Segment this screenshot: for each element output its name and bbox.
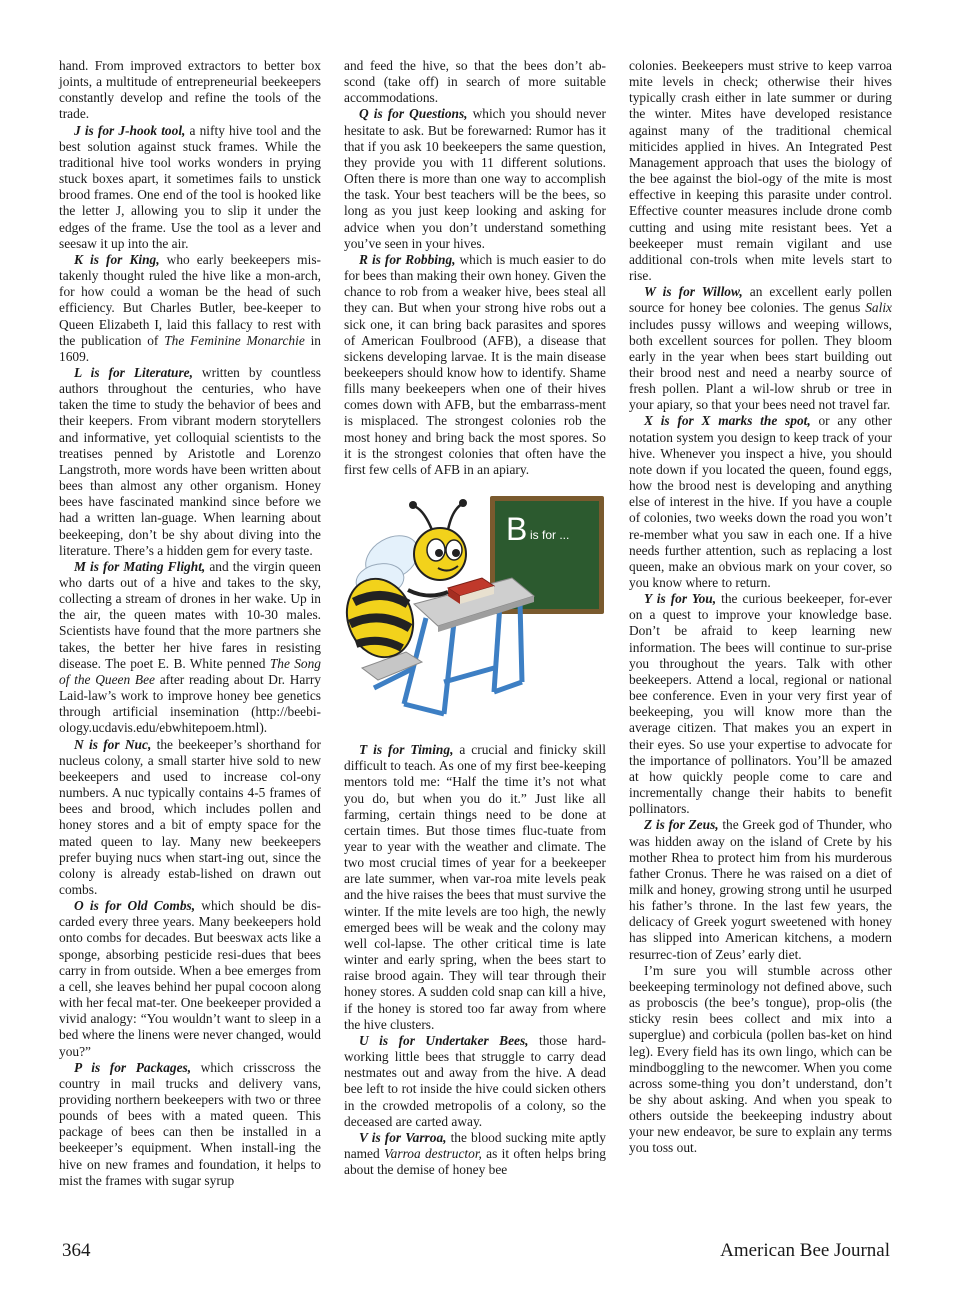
entry-lead: L is for Literature, [74,364,193,380]
entry-lead: W is for Willow, [644,284,743,300]
paragraph-continuation: hand. From improved extractors to better box joints, a multitude of entrepreneurial beekeepers constantly develop and refine the tools of the trade. [59,58,321,122]
bee-pupil [435,549,443,557]
illustration-graphic [344,492,606,724]
entry-text: an excellent early pollen source for honey bee colonies. The genus [629,284,892,316]
entry-text: which should be dis-carded every three years. Many beekeepers hold onto combs for decades. But beeswax acts like a sponge, absorbing pesticide resi-dues that bees carry in from outside. When a bee emerges from a cell, she leaves behind her pupal cocoon along with her fecal mat-ter. One beekeeper provided a vivid analogy: “You wouldn’t want to sleep in a bed where the linens were never changed, would you?” [59,898,321,1059]
species-name: Varroa destructor, [383,1145,482,1161]
entry-text: as it often helps bring about the demise of honey bee [344,1145,606,1178]
bee-antenna-tip [409,501,417,509]
genus-name: Salix [865,300,892,316]
entry-q [344,106,606,251]
bee-antenna-tip [459,499,467,507]
entry-lead: V is for Varroa, [359,1129,447,1145]
article-column-2 [344,58,606,1178]
entry-lead: N is for Nuc, [74,736,152,752]
entry-text: the blood sucking mite aptly named [344,1129,606,1161]
chalkboard-caption: is for ... [530,528,570,543]
entry-z [629,817,892,962]
entry-lead: X is for X marks the spot, [644,413,811,429]
page-number: 364 [62,1240,91,1261]
entry-text: a nifty hive tool and the best solution against stuck frames. While the traditional hive tool works wonders in prying stuck boxes apart, it sometimes fails to unstick brood frames. One end of the tool is hooked like the letter J, allowing you to slip it under the edges of the frame. Use the tool as a lever and seesaw it up into the air. [59,122,321,251]
entry-lead: Q is for Questions, [359,106,468,122]
entry-j [59,123,321,252]
entry-text: which is much easier to do for bees than making their own honey. Given the chance to rob from a weaker hive, bees steal all they can. But when your strong hive robs out a sick one, it can bring back parasites and spores of American Foulbrood (AFB), a disease that sickens developing larvae. It is the main disease beekeepers should know how to identify. Shame fills many beekeepers when one of their hives comes down with AFB, but the embarrass-ment is misplaced. The strongest colonies rob the most honey and bring back the most spores. So it is the strongest colonies that often have the first few cells of AFB in an apiary. [344,251,606,477]
entry-text: the beekeeper’s shorthand for nucleus colony, a small starter hive sold to new beekeepers and used to increase col-ony numbers. A nuc typically contains 4-5 frames of bees and brood, which includes pollen and honey stores and a bit of empty space for the mated queen to lay. Many new beekeepers prefer buying nucs when start-ing out, since the colony is already estab-lished on drawn out combs. [59,736,321,897]
entry-n [59,737,321,899]
entry-lead: P is for Packages, [74,1059,192,1075]
entry-lead: O is for Old Combs, [74,898,196,914]
entry-text: those hard-working little bees that struggle to carry dead nestmates out and away from the hive. A dead bee left to rot inside the hive could sicken others in the crowded metropolis of a colony, so the deceased are carted away. [344,1032,606,1129]
entry-text: the curious beekeeper, for-ever on a quest to improve your knowledge base. Don’t be afraid to keep learning new information. The bees will continue to sur-prise you throughout the years. Talk with other beekeepers. Attend a local, regional or national bee conference. Even in your very first year of beekeeping, you will know more than the average citizen. That makes you an expert in their eyes. So use your expertise to advocate for the importance of pollinators. You’ll be amazed at how quickly people come to care and incrementally change their habits to benefit pollinators. [629,591,893,817]
entry-text: which you should never hesitate to ask. But be forewarned: Rumor has it that if you ask 10 beekeepers the same question, they provide you with 11 different solutions. Often there is more than one way to accomplish the task. Your best teachers will be the bees, so long as you just keep looking and asking for advice when you don’t understand something you’ve seen in your hives. [344,106,606,251]
entry-text: and the virgin queen who darts out of a hive and takes to the sky, collecting a stream of drones in her wake. Up in the air, the queen mates with 10-30 males. Scientists have found that the more partners she takes, the better her hive fares in resisting disease. The poet E. B. White penned [59,558,321,671]
entry-lead: Z is for Zeus, [644,817,719,833]
entry-k [59,252,321,365]
article-column-1 [59,58,321,1189]
bee-arm [408,590,448,596]
entry-r [344,252,606,478]
entry-lead: U is for Undertaker Bees, [359,1032,529,1048]
bee-antenna [414,506,432,530]
entry-m [59,559,321,737]
bee-eye [427,539,445,561]
chalkboard-letter: B [506,511,528,548]
entry-y [629,591,892,817]
bee-antenna [448,504,462,530]
entry-text: written by countless authors throughout the centuries, who have taken the time to study the behavior of bees and their keepers. From vibrant modern storytellers and informative, yet colloquial scientists to the treatises penned by Aristotle and Lorenzo Langstroth, more words have been written about bees than almost any other organism. Honey bees have fascinated mankind since before we had a written lan-guage. When learning about beekeeping, don’t be shy about diving into the literature. There’s a hidden gem for every taste. [59,364,321,558]
entry-o [59,898,321,1060]
entry-lead: R is for Robbing, [359,251,456,267]
entry-lead: M is for Mating Flight, [74,558,206,574]
entry-text: a crucial and finicky skill difficult to teach. As one of my first bee-keeping mentors told me: “Half the time it’s not what you do, but when you do it.” Just like all farming, certain things need to be done at certain times. But those times fluc-tuate from year to year with the weather and climate. The two most crucial times of year for a beekeeper are late summer, when var-roa mite levels peak and the hive raises the bees that must survive the winter. If the mite levels are too high, the newly emerged bees will be weak and the colony may well col-lapse. The other critical time is late winter and early spring, when the bees start to raise brood again. They will tear through their honey stores. A sudden cold snap can kill a hive, if the honey is stored too far away from where the hive clusters. [344,742,606,1032]
entry-t [344,742,606,1033]
entry-text: or any other notation system you design to keep track of your hive. Whenever you inspect a hive, you should note down if you located the queen, found eggs, how the brood nest is developing and anything else of interest in the hive. If you have a couple of colonies, two weeks down the road you won’t re-member what you saw in each one. If a hive needs further attention, such as replacing a lost queen, make an obvious mark on your cover, so you know where to return. [629,413,892,590]
entry-text: in 1609. [59,332,321,364]
entry-text: which crisscross the country in mail trucks and delivery vans, providing northern beekeepers with two or three pounds of bees with a mated queen. This package of bees can then be installed in a beekeeper’s equipment. When install-ing the hive on new frames and foundation, it helps to mist the frames with sugar syrup [59,1059,321,1188]
bee-at-school-desk-illustration [344,492,606,724]
entry-lead: K is for King, [74,251,160,267]
entry-l [59,365,321,559]
entry-text: includes pussy willows and weeping willows, both excellent sources for pollen. They bloom early in the year when bees start building out their brood nest and need a nearby source of fresh pollen. Plant a wil-low shrub or tree in your apiary, so that your bees need not travel far. [629,316,892,413]
poem-title: The Song of the Queen Bee [59,655,321,687]
entry-text: the Greek god of Thunder, who was hidden away on the island of Crete by his mother Rhea to protect him from his murderous father Cronus. There he was raised on a diet of milk and honey, growing strong until he usurped his father’s throne. In the last few years, the delicacy of Greek yogurt sweetened with honey has slipped into American kitchens, a modern resurrec-tion of Zeus’ early diet. [629,817,892,962]
entry-p [59,1060,321,1189]
paragraph-continuation: and feed the hive, so that the bees don’t ab-scond (take off) in search of more suitable accommodations. [344,58,606,106]
entry-x [629,413,892,591]
entry-text: who early beekeepers mis-takenly thought ruled the hive like a mon-arch, for how could a woman be the head of such efficiency. But Charles Butler, bee-keeper to Queen Elizabeth I, laid this fallacy to rest with the publication of [59,251,321,348]
paragraph-continuation: colonies. Beekeepers must strive to keep varroa mite levels in check; otherwise their hives typically crash either in late summer or during the winter. Mites have developed resistance against many of the traditional chemical miticides applied in hives. An Integrated Pest Management approach that uses the biology of the bee against the biol-ogy of the mite is most effective in keeping this parasite under control. Effective counter measures include drone comb cutting and using mite resistant bees. Yet a beekeeper must remain vigilant and use additional con-trols when mite levels start to rise. [629,58,892,284]
bee-pupil [452,549,460,557]
closing-paragraph: I’m sure you will stumble across other beekeeping terminology not defined above, such as proboscis (the bee’s tongue), prop-olis (the sticky resin bees collect and mix into a superglue) and corbicula (pollen bas-ket on hind leg). Every field has its own lingo, which can be mindboggling to the newcomer. When you come across some-thing you don’t understand, don’t be shy about asking. And when you speak to others outside the beekeeping industry about your new endeavor, be sure to explain any terms you toss out. [629,962,892,1156]
book-title: The Feminine Monarchie [164,332,305,348]
entry-v [344,1130,606,1178]
journal-name: American Bee Journal [720,1240,890,1261]
entry-w [629,284,892,413]
entry-lead: Y is for You, [644,591,717,607]
article-column-3 [629,58,892,1157]
entry-lead: T is for Timing, [359,742,454,758]
entry-u [344,1033,606,1130]
entry-text: after reading about Dr. Harry Laid-law’s work to improve honey bee genetics through artificial insemination (http://beebi-ology.ucdavis.edu/ebwhitepoem.html). [59,671,321,736]
entry-lead: J is for J-hook tool, [74,122,186,138]
